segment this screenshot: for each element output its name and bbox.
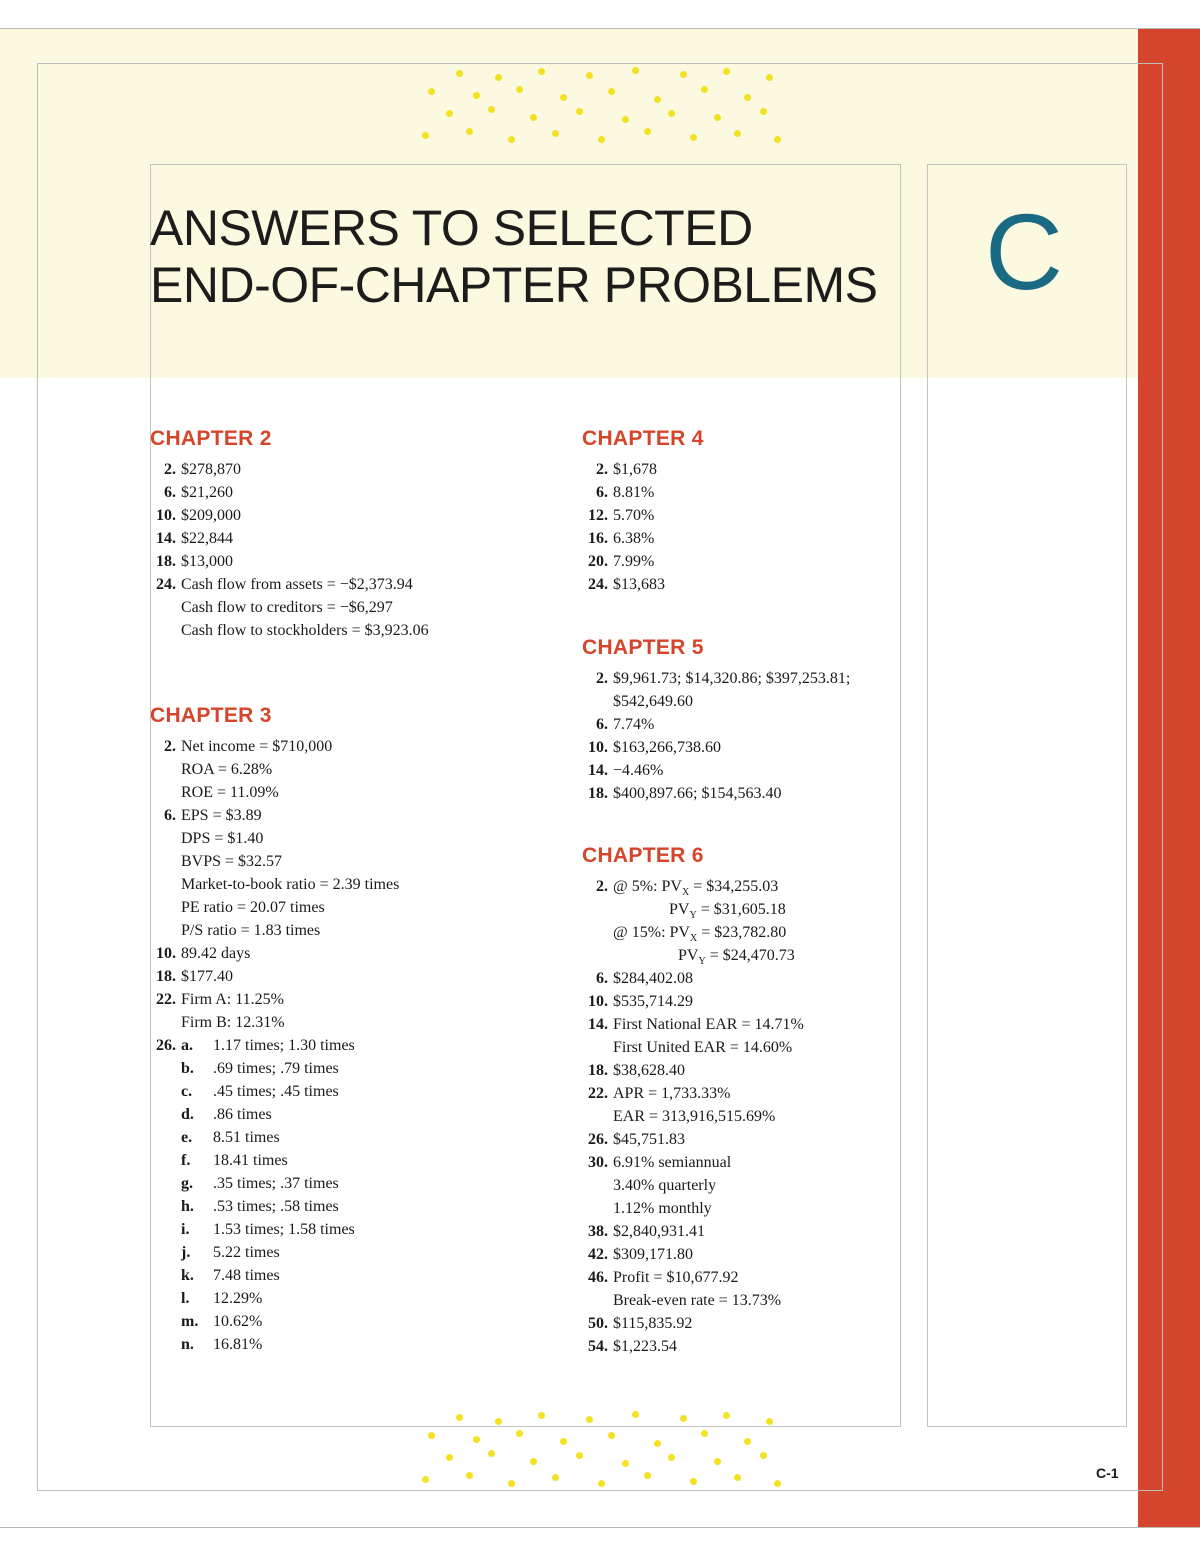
dot-pattern-top	[418, 66, 783, 144]
dot-pattern-bottom	[418, 1410, 783, 1490]
answer-continuation: Market-to-book ratio = 2.39 times	[181, 876, 400, 893]
answer-item: 30. 6.91% semiannual	[588, 1154, 732, 1171]
answer-item: 18. $400,897.66; $154,563.40	[588, 785, 782, 802]
answer-continuation: 3.40% quarterly	[613, 1177, 717, 1194]
answer-item: 6. EPS = $3.89	[164, 807, 262, 824]
answer-item: 42. $309,171.80	[588, 1246, 693, 1263]
answer-item: 18. $38,628.40	[588, 1062, 685, 1079]
answer-continuation: DPS = $1.40	[181, 830, 264, 847]
answer-item: 2. Net income = $710,000	[164, 738, 333, 755]
answer-continuation: 1.12% monthly	[613, 1200, 712, 1217]
chapter-4-heading: CHAPTER 4	[582, 427, 704, 450]
side-frame	[927, 164, 1127, 1427]
answer-item: 16. 6.38%	[588, 530, 655, 547]
answer-item: 22. APR = 1,733.33%	[588, 1085, 731, 1102]
page-border-top	[0, 28, 1200, 29]
chapter-5-answers	[582, 667, 897, 805]
answer-continuation: P/S ratio = 1.83 times	[181, 922, 321, 939]
answer-item: 6. 7.74%	[596, 716, 655, 733]
answer-continuation: $PV_Y$ = $24,470.73	[678, 947, 795, 968]
chapter-6-answers	[582, 875, 897, 1358]
title-line-2: END-OF-CHAPTER PROBLEMS	[150, 257, 878, 313]
chapter-4-answers	[582, 458, 897, 596]
answer-subitem: n. 16.81%	[181, 1336, 263, 1353]
answer-item: 10. $209,000	[156, 507, 241, 524]
answer-item: 22. Firm A: 11.25%	[156, 991, 284, 1008]
answer-subitem: j. 5.22 times	[181, 1244, 280, 1261]
answer-item: 2. $278,870	[164, 461, 241, 478]
answer-item: 18. $13,000	[156, 553, 233, 570]
chapter-6-heading: CHAPTER 6	[582, 844, 704, 867]
chapter-2-heading: CHAPTER 2	[150, 427, 272, 450]
answer-continuation: Firm B: 12.31%	[181, 1014, 285, 1031]
answer-item: 2. $9,961.73; $14,320.86; $397,253.81;	[596, 670, 851, 687]
answer-continuation: Break-even rate = 13.73%	[613, 1292, 782, 1309]
answer-subitem: h. .53 times; .58 times	[181, 1198, 339, 1215]
chapter-2-answers	[150, 458, 550, 642]
answer-item: 50. $115,835.92	[588, 1315, 693, 1332]
answer-subitem: m. 10.62%	[181, 1313, 263, 1330]
answer-continuation: $542,649.60	[613, 693, 693, 710]
answer-item: 38. $2,840,931.41	[588, 1223, 705, 1240]
answer-item: 14. First National EAR = 14.71%	[588, 1016, 804, 1033]
answer-subitem: i. 1.53 times; 1.58 times	[181, 1221, 355, 1238]
answer-continuation: ROA = 6.28%	[181, 761, 273, 778]
answer-continuation: Cash flow to stockholders = $3,923.06	[181, 622, 429, 639]
answer-item: 18. $177.40	[156, 968, 233, 985]
appendix-letter: C	[985, 191, 1063, 312]
answer-subitem: b. .69 times; .79 times	[181, 1060, 339, 1077]
page-title	[150, 200, 877, 314]
answer-continuation: EAR = 313,916,515.69%	[613, 1108, 776, 1125]
answer-item: 10. $163,266,738.60	[588, 739, 721, 756]
answer-item: 10. $535,714.29	[588, 993, 693, 1010]
answer-subitem: d. .86 times	[181, 1106, 272, 1123]
answer-continuation: ROE = 11.09%	[181, 784, 279, 801]
answer-subitem: f. 18.41 times	[181, 1152, 288, 1169]
answer-item: 46. Profit = $10,677.92	[588, 1269, 739, 1286]
answer-item: 24. Cash flow from assets = −$2,373.94	[156, 576, 413, 593]
answer-item: 6. $21,260	[164, 484, 233, 501]
answer-item: 6. 8.81%	[596, 484, 655, 501]
chapter-3-answers	[150, 735, 550, 1356]
answer-item: 10. 89.42 days	[156, 945, 251, 962]
answer-subitem: l. 12.29%	[181, 1290, 263, 1307]
answer-item: 26. $45,751.83	[588, 1131, 685, 1148]
answer-continuation: PE ratio = 20.07 times	[181, 899, 325, 916]
page-border-bottom	[0, 1527, 1200, 1528]
answer-item: 20. 7.99%	[588, 553, 655, 570]
answer-continuation: $PV_Y$ = $31,605.18	[669, 901, 786, 922]
answer-subitem: k. 7.48 times	[181, 1267, 280, 1284]
answer-item: 14. −4.46%	[588, 762, 664, 779]
answer-item: 54. $1,223.54	[588, 1338, 677, 1355]
title-line-1: ANSWERS TO SELECTED	[150, 200, 753, 256]
answer-item: 26. a. 1.17 times; 1.30 times	[156, 1037, 355, 1054]
answer-item: 24. $13,683	[588, 576, 665, 593]
answer-continuation: @ 15%: $PV_X$ = $23,782.80	[613, 924, 787, 945]
answer-continuation: First United EAR = 14.60%	[613, 1039, 793, 1056]
answer-continuation: BVPS = $32.57	[181, 853, 283, 870]
answer-item: 14. $22,844	[156, 530, 233, 547]
answer-item: 2. @ 5%: $PV_X$ = $34,255.03	[596, 878, 779, 899]
answer-item: 12. 5.70%	[588, 507, 655, 524]
page-number: C-1	[1096, 1465, 1119, 1481]
answer-item: 6. $284,402.08	[596, 970, 693, 987]
chapter-3-heading: CHAPTER 3	[150, 704, 272, 727]
answer-subitem: g. .35 times; .37 times	[181, 1175, 339, 1192]
chapter-5-heading: CHAPTER 5	[582, 636, 704, 659]
answer-item: 2. $1,678	[596, 461, 657, 478]
answer-subitem: e. 8.51 times	[181, 1129, 280, 1146]
answer-continuation: Cash flow to creditors = −$6,297	[181, 599, 393, 616]
answer-subitem: c. .45 times; .45 times	[181, 1083, 339, 1100]
